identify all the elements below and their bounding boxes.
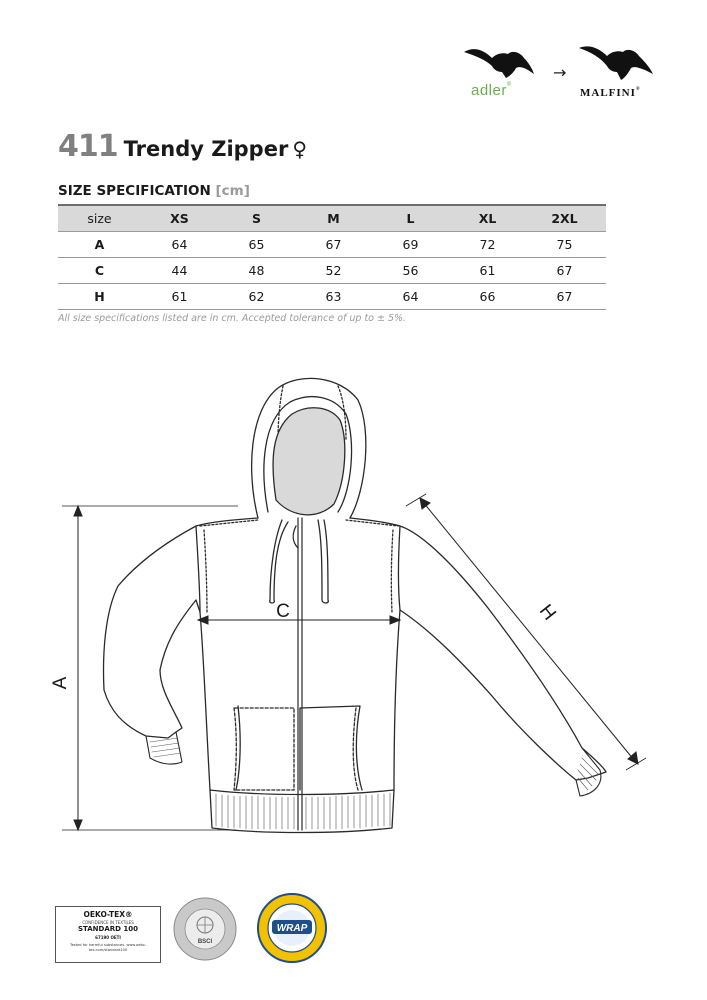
right-drawstring [318, 520, 328, 603]
bsci-badge-icon [172, 896, 238, 962]
table-cell: 66 [449, 284, 526, 310]
size-header-label: size [58, 205, 141, 232]
size-table-header [58, 205, 606, 232]
product-name: Trendy Zipper [123, 137, 289, 161]
spec-unit: [cm] [215, 183, 250, 199]
table-cell: 56 [372, 258, 449, 284]
oeko-standard: STANDARD 100 [77, 925, 139, 933]
table-cell: 52 [295, 258, 372, 284]
table-cell: 61 [141, 284, 218, 310]
table-cell: 65 [218, 232, 295, 258]
body-left-outline [104, 518, 258, 790]
size-header-cell: S [218, 205, 295, 232]
adler-logo [462, 38, 552, 108]
table-spacer [603, 284, 606, 310]
measure-h-label: H [534, 600, 560, 625]
tolerance-note: All size specifications listed are in cm. Accepted tolerance of up to ± 5%. [58, 313, 407, 324]
table-cell: 64 [141, 232, 218, 258]
product-title [58, 129, 307, 164]
body-right-outline [350, 518, 606, 790]
female-symbol-icon: ♀ [292, 137, 307, 161]
table-cell: 72 [449, 232, 526, 258]
row-label: A [58, 232, 141, 258]
table-row [58, 258, 606, 284]
wrap-badge-icon [256, 892, 328, 964]
table-cell: 75 [526, 232, 603, 258]
table-cell: 67 [526, 284, 603, 310]
oeko-title: OEKO-TEX® [83, 910, 133, 919]
table-cell: 67 [295, 232, 372, 258]
row-label: H [58, 284, 141, 310]
size-header-cell: M [295, 205, 372, 232]
left-pocket [234, 708, 294, 790]
hood-lining [273, 408, 345, 515]
size-header-cell: XL [449, 205, 526, 232]
size-header-cell: 2XL [526, 205, 603, 232]
table-row [58, 232, 606, 258]
row-label: C [58, 258, 141, 284]
product-code: 411 [58, 129, 118, 164]
wrap-label: WRAP [276, 923, 308, 934]
spec-heading-text: SIZE SPECIFICATION [58, 183, 211, 199]
bsci-label: BSCI [197, 939, 213, 945]
table-cell: 62 [218, 284, 295, 310]
table-row [58, 284, 606, 310]
malfini-registered-mark: ® [635, 87, 641, 92]
oeko-subtitle: CONFIDENCE IN TEXTILES [82, 920, 134, 925]
measure-a-label: A [50, 676, 71, 690]
left-drawstring [270, 520, 288, 603]
size-header-cell: XS [141, 205, 218, 232]
table-cell: 61 [449, 258, 526, 284]
size-header-spacer [603, 205, 606, 232]
oeko-tex-badge [55, 906, 161, 963]
table-cell: 44 [141, 258, 218, 284]
adler-wordmark: adler [471, 82, 507, 99]
adler-eagle-icon [462, 38, 552, 82]
hoodie-drawing [0, 360, 707, 860]
table-cell: 69 [372, 232, 449, 258]
size-header-cell: L [372, 205, 449, 232]
table-cell: 67 [526, 258, 603, 284]
table-cell: 64 [372, 284, 449, 310]
measure-c [198, 616, 400, 624]
malfini-eagle-icon [575, 38, 665, 84]
oeko-text: Tested for harmful substances. www.oeko-tex.com/standard100 [70, 943, 146, 952]
malfini-wordmark: MALFINI [580, 87, 636, 99]
table-cell: 63 [295, 284, 372, 310]
size-table [58, 204, 606, 310]
table-cell: 48 [218, 258, 295, 284]
oeko-number: 67190 OETI [95, 935, 121, 940]
measure-c-label: C [276, 601, 290, 622]
malfini-logo [575, 38, 665, 108]
size-spec-heading [58, 183, 250, 199]
measure-a [62, 506, 238, 830]
adler-registered-mark: ® [506, 82, 512, 88]
brand-arrow: → [553, 63, 567, 82]
measure-h [406, 494, 646, 770]
table-spacer [603, 258, 606, 284]
table-spacer [603, 232, 606, 258]
